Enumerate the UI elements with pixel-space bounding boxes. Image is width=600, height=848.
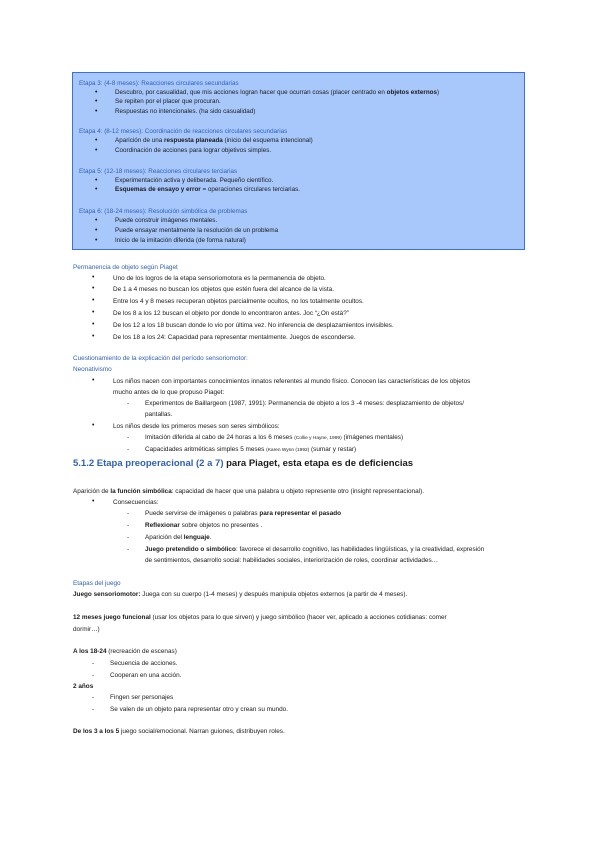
play-18-24: A los 18-24 (recreación de escenas) — [73, 648, 177, 655]
symbolic-intro: Aparición de la función simbólica: capacidad de hacer que una palabra u objeto represente otro (insight representacional). — [73, 488, 424, 495]
dash-icon: - — [92, 672, 95, 679]
stage6-item-1: Puede construir imágenes mentales. — [115, 217, 218, 224]
consequence-3: Aparición del lenguaje. — [145, 534, 212, 541]
play-2-years-item-2: Se valen de un objeto para representar otro y crean su mundo. — [110, 706, 288, 713]
bullet-icon: • — [95, 227, 98, 234]
play-2-years-item-1: Fingen ser personajes — [110, 694, 174, 701]
play-functional: 12 meses juego funcional (usar los objetos para lo que sirven) y juego simbólico (hacer ver, aplicado a acciones cotidianas: comer — [73, 614, 447, 621]
stage3-heading: Etapa 3: (4-8 meses): Reacciones circulares secundarias — [79, 80, 239, 87]
consequence-4: Juego pretendido o simbólico: favorece el desarrollo cognitivo, las habilidades lingüísticas, y la creatividad, expresión — [145, 546, 485, 553]
stage6-item-2: Puede ensayar mentalmente la resolución de un problema — [115, 227, 279, 234]
dash-icon: - — [127, 510, 130, 517]
arithmetic-item: Capacidades aritméticas simples 5 meses (Karen Wynn (1992) (sumar y restar) — [145, 446, 357, 453]
bullet-icon: • — [95, 137, 98, 144]
baillargeon-item-cont: pantallas. — [145, 411, 173, 418]
stage5-item-1: Experimentación activa y deliberada. Pequeño científico. — [115, 177, 274, 184]
section-title: 5.1.2 Etapa preoperacional (2 a 7) para Piaget, esta etapa es de deficiencias — [73, 458, 414, 469]
permanence-item-4: De los 8 a los 12 buscan el objeto por donde lo encontraron antes. Joc “¿On està?” — [113, 310, 349, 317]
consequences-label: Consecuencias: — [113, 499, 159, 506]
stages-box — [72, 72, 525, 250]
play-3-5: De los 3 a los 5 juego social/emocional. Narran guiones, distribuyen roles. — [73, 728, 285, 735]
bullet-icon: • — [92, 422, 95, 429]
bullet-icon: • — [95, 89, 98, 96]
bullet-icon: • — [92, 285, 95, 292]
dash-icon: - — [92, 706, 95, 713]
stage4-item-1: Aparición de una respuesta planeada (inicio del esquema intencional) — [115, 137, 313, 144]
imitation-item: Imitación diferida al cabo de 24 horas a los 6 meses (Collie y Hayne, 1999) (imágenes mentales) — [145, 434, 404, 441]
bullet-icon: • — [92, 321, 95, 328]
permanence-item-1: Uno de los logros de la etapa sensoriomotora es la permanencia de objeto. — [113, 275, 326, 282]
consequence-4-cont: de sentimientos, desarrollo social: habilidades sociales, interiorización de roles, coordinar actividades… — [145, 557, 439, 564]
neonativism-item-1: Los niños nacen con importantes conocimientos innatos referentes al mundo físico. Conocen las características de los objetos — [113, 378, 471, 385]
bullet-icon: • — [92, 498, 95, 505]
play-sensorimotor: Juego sensoriomotor: Juega con su cuerpo (1-4 meses) y después manipula objetos externos (a partir de 4 meses). — [73, 591, 408, 598]
bullet-icon: • — [95, 147, 98, 154]
dash-icon: - — [127, 400, 130, 407]
bullet-icon: • — [95, 186, 98, 193]
stage6-heading: Etapa 6: (18-24 meses): Resolución simbólica de problemas — [79, 208, 248, 215]
questioning-heading: Cuestionamiento de la explicación del período sensoriomotor: — [73, 355, 248, 362]
permanence-item-3: Entre los 4 y 8 meses recuperan objetos parcialmente ocultos, no los totalmente ocultos. — [113, 298, 364, 305]
dash-icon: - — [127, 446, 130, 453]
dash-icon: - — [127, 434, 130, 441]
dash-icon: - — [127, 522, 130, 529]
dash-icon: - — [92, 694, 95, 701]
stage4-item-2: Coordinación de acciones para lograr objetivos simples. — [115, 147, 272, 154]
bullet-icon: • — [95, 217, 98, 224]
bullet-icon: • — [95, 237, 98, 244]
stage3-item-3: Respuestas no intencionales. (ha sido casualidad) — [115, 108, 256, 115]
permanence-item-6: De los 18 a los 24: Capacidad para representar mentalmente. Juegos de esconderse. — [113, 334, 356, 341]
play-functional-cont: dormir…) — [73, 626, 100, 633]
permanence-item-2: De 1 a 4 meses no buscan los objetos que estén fuera del alcance de la vista. — [113, 286, 334, 293]
stage3-item-1: Descubro, por casualidad, que mis acciones logran hacer que ocurran cosas (placer centrado en objetos externos) — [115, 89, 440, 96]
bullet-icon: • — [95, 98, 98, 105]
stage6-item-3: Inicio de la imitación diferida (de forma natural) — [115, 237, 246, 244]
dash-icon: - — [127, 534, 130, 541]
neonativism-heading: Neonativismo — [73, 366, 112, 373]
consequence-2: Reflexionar sobre objetos no presentes . — [145, 522, 263, 529]
stage3-item-2: Se repiten por el placer que procuran. — [115, 98, 221, 105]
neonativism-item-1-cont: mucho antes de lo que propuso Piaget: — [113, 389, 225, 396]
dash-icon: - — [127, 546, 130, 553]
dash-icon: - — [92, 660, 95, 667]
bullet-icon: • — [92, 377, 95, 384]
bullet-icon: • — [92, 309, 95, 316]
stage4-heading: Etapa 4: (8-12 meses): Coordinación de reacciones circulares secundarias — [79, 128, 288, 135]
bullet-icon: • — [92, 333, 95, 340]
play-18-24-item-2: Cooperan en una acción. — [110, 672, 182, 679]
bullet-icon: • — [95, 177, 98, 184]
bullet-icon: • — [92, 297, 95, 304]
bullet-icon: • — [95, 108, 98, 115]
neonativism-item-2: Los niños desde los primeros meses son seres simbólicos: — [113, 423, 280, 430]
play-2-years: 2 años — [73, 683, 94, 690]
bullet-icon: • — [92, 274, 95, 281]
stage5-heading: Etapa 5: (12-18 meses): Reacciones circulares terciarias — [79, 168, 238, 175]
permanence-heading: Permanencia de objeto según Piaget — [73, 264, 178, 271]
stage5-item-2: Esquemas de ensayo y error = operaciones circulares terciarias. — [115, 186, 300, 193]
baillargeon-item: Experimentos de Baillargeon (1987, 1991): Permanencia de objeto a los 3 -4 meses: desplazamiento de objetos/ — [145, 400, 465, 407]
consequence-1: Puede servirse de imágenes o palabras para representar el pasado — [145, 510, 342, 517]
play-heading: Etapas del juego — [73, 580, 121, 587]
play-18-24-item-1: Secuencia de acciones. — [110, 660, 178, 667]
permanence-item-5: De los 12 a los 18 buscan donde lo vio por última vez. No inferencia de desplazamientos invisibles. — [113, 322, 394, 329]
